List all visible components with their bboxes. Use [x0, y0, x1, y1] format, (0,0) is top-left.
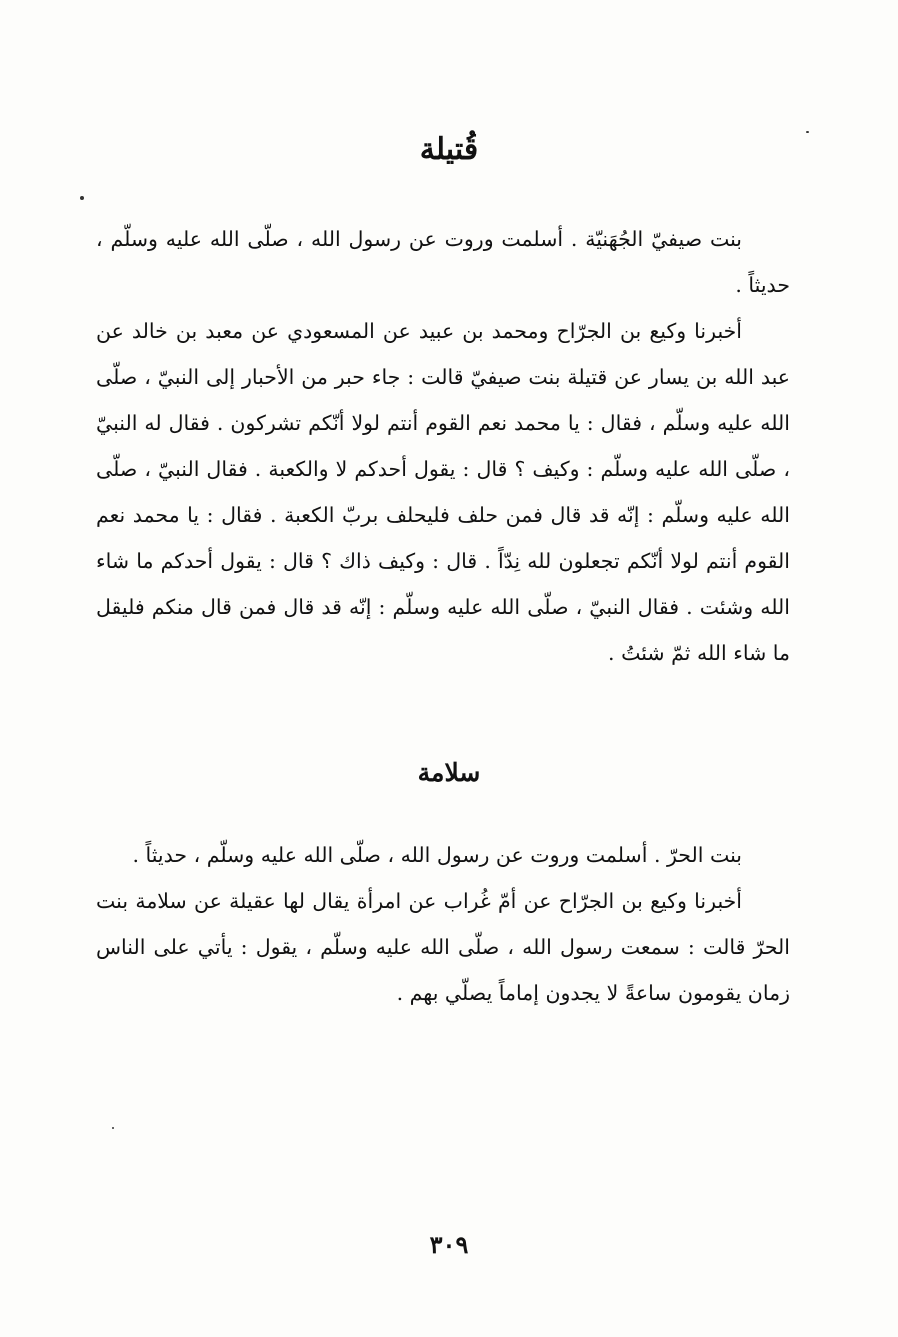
- hadith-paragraph: أخبرنا وكيع بن الجرّاح ومحمد بن عبيد عن المسعودي عن معبد بن خالد عن عبد الله بن يسار عن قتيلة بنت صيفيّ قالت : جاء حبر من الأحبار إلى النبيّ ، صلّى الله عليه وسلّم ، فقال : يا محمد نعم القوم أنتم لولا أنّكم تشركون . فقال له النبيّ ، صلّى الله عليه وسلّم : وكيف ؟ قال : يقول أحدكم لا والكعبة . فقال النبيّ ، صلّى الله عليه وسلّم : إنّه قد قال فمن حلف فليحلف بربّ الكعبة . فقال : يا محمد نعم القوم أنتم لولا أنّكم تجعلون لله نِدّاً . قال : وكيف ذاك ؟ قال : يقول أحدكم ما شاء الله وشئت . فقال النبيّ ، صلّى الله عليه وسلّم : إنّه قد قال فمن قال منكم فليقل ما شاء الله ثمّ شئتُ .: [96, 319, 790, 665]
- section-heading-salama: سلامة: [417, 758, 481, 787]
- section-salama: [96, 832, 790, 1016]
- section-qutayla: [96, 216, 790, 676]
- page-number: ٣٠٩: [429, 1230, 469, 1259]
- hadith-paragraph: أخبرنا وكيع بن الجرّاح عن أمّ غُراب عن امرأة يقال لها عقيلة عن سلامة بنت الحرّ قالت : سمعت رسول الله ، صلّى الله عليه وسلّم ، يقول : يأتي على الناس زمان يقومون ساعةً لا يجدون إماماً يصلّي بهم .: [96, 889, 790, 1005]
- scan-speck: [80, 196, 84, 200]
- scan-speck: [806, 131, 809, 133]
- biography-paragraph: بنت صيفيّ الجُهَنيّة . أسلمت وروت عن رسول الله ، صلّى الله عليه وسلّم ، حديثاً .: [96, 227, 790, 297]
- scan-speck: [112, 1127, 114, 1129]
- biography-paragraph: بنت الحرّ . أسلمت وروت عن رسول الله ، صلّى الله عليه وسلّم ، حديثاً .: [132, 843, 742, 867]
- section-heading-qutayla: قُتيلة: [419, 132, 479, 167]
